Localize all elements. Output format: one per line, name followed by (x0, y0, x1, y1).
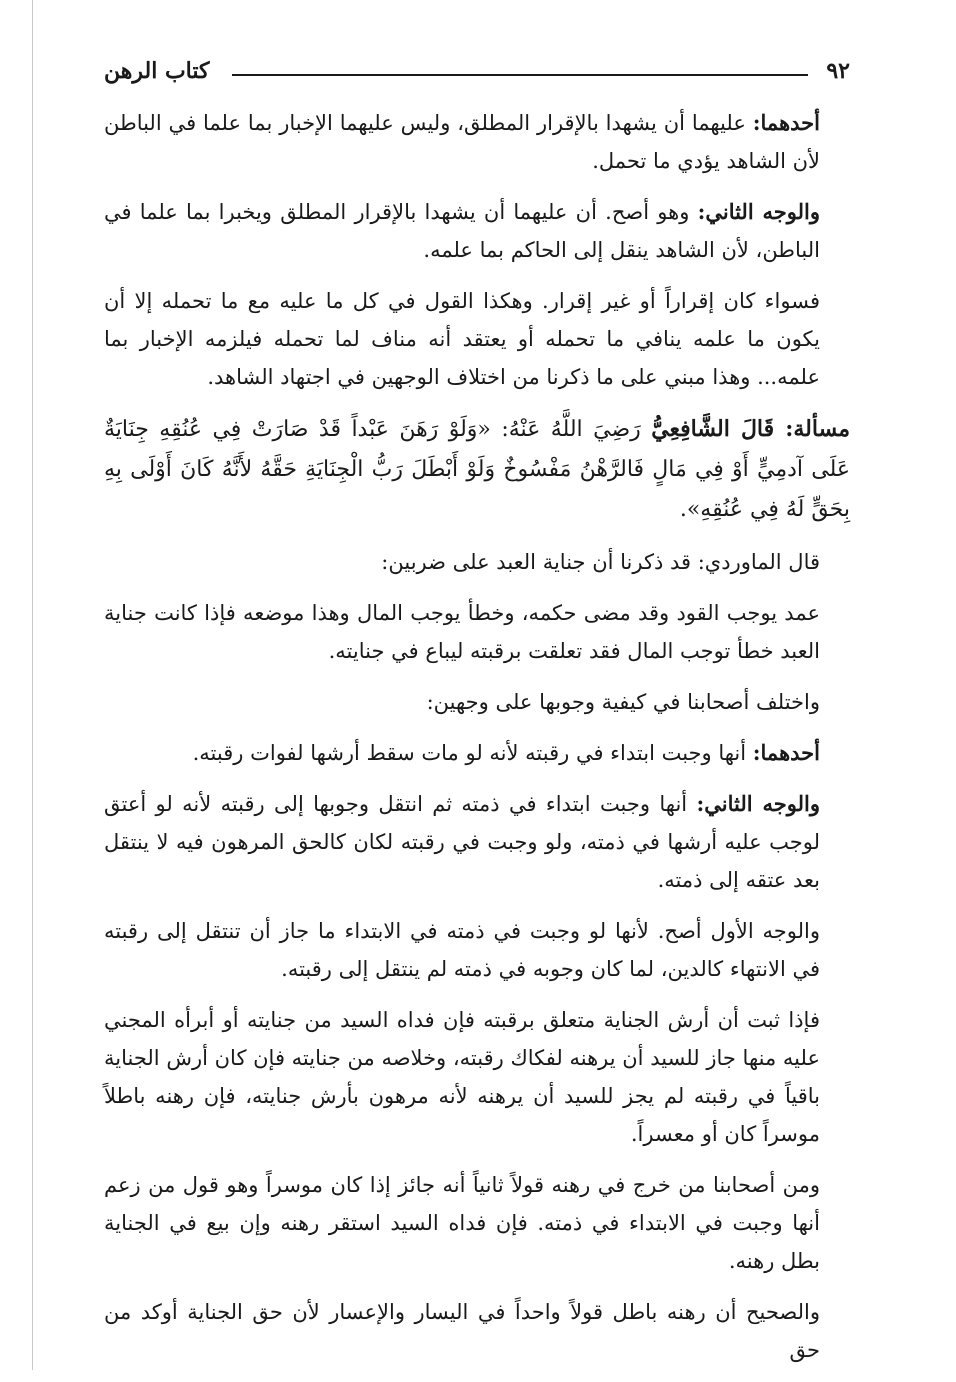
paragraph (104, 104, 850, 180)
paragraph (104, 594, 850, 670)
page-number: ٩٢ (826, 58, 850, 84)
paragraph (104, 683, 850, 721)
book-title: كتاب الرهن (104, 58, 210, 84)
paragraph (104, 282, 850, 396)
paragraph-text: عمد يوجب القود وقد مضى حكمه، وخطأ يوجب المال وهذا موضعه فإذا كانت جناية العبد خطأ توجب المال فقد تعلقت برقبته ليباع في جنايته. (104, 601, 820, 663)
paragraph-text: والوجه الأول أصح. لأنها لو وجبت في ذمته في الابتداء ما جاز أن تنتقل إلى رقبته في الانتهاء كالدين، لما كان وجوبه في ذمته لم ينتقل إلى رقبته. (104, 919, 820, 981)
paragraph-lead: مسألة: قَالَ الشَّافِعِيُّ (651, 416, 851, 442)
paragraph-masala (104, 409, 850, 530)
paragraph (104, 193, 850, 269)
paragraph (104, 543, 850, 581)
header-rule (232, 74, 808, 76)
paragraph-text: قال الماوردي: قد ذكرنا أن جناية العبد على ضربين: (381, 550, 820, 574)
paragraph-lead: أحدهما: (752, 110, 820, 135)
scan-edge-line (32, 0, 33, 1370)
paragraph-text: فسواء كان إقراراً أو غير إقرار. وهكذا القول في كل ما عليه مع ما تحمله إلا أن يكون ما علمه ينافي ما تحمله أو يعتقد أنه مناف لما تحمله فيلزمه الإخبار بما علمه... وهذا مبني على ما ذكرنا من اختلاف الوجهين في اجتهاد الشاهد. (104, 289, 820, 389)
paragraph-text: وهو أصح. أن عليهما أن يشهدا بالإقرار المطلق ويخبرا بما علما في الباطن، لأن الشاهد ينقل إلى الحاكم بما علمه. (104, 200, 820, 262)
paragraph (104, 912, 850, 988)
paragraph (104, 1293, 850, 1369)
paragraph-text: والصحيح أن رهنه باطل قولاً واحداً في اليسار والإعسار لأن حق الجناية أوكد من حق (104, 1300, 820, 1362)
paragraph-text: عليهما أن يشهدا بالإقرار المطلق، وليس عليهما الإخبار بما علما في الباطن لأن الشاهد يؤدي ما تحمل. (104, 111, 820, 173)
paragraph (104, 1001, 850, 1153)
paragraph-text: فإذا ثبت أن أرش الجناية متعلق برقبته فإن فداه السيد من جنايته أو أبرأه المجني عليه منها جاز للسيد أن يرهنه لفكاك رقبته، وخلاصه من جنايته فإن كان أرش الجناية باقياً في رقبته لم يجز للسيد أن يرهنه لأنه مرهون بأرش جنايته، فإن رهنه باطلاً موسراً كان أو معسراً. (104, 1008, 820, 1146)
paragraph-lead: أحدهما: (752, 740, 820, 765)
paragraph (104, 1166, 850, 1280)
paragraph (104, 734, 850, 772)
paragraph-text: ومن أصحابنا من خرج في رهنه قولاً ثانياً أنه جائز إذا كان موسراً وهو قول من زعم أنها وجبت في الابتداء في ذمته. فإن فداه السيد استقر رهنه وإن بيع في الجناية بطل رهنه. (104, 1173, 820, 1273)
paragraph-lead: والوجه الثاني: (697, 199, 820, 224)
paragraph (104, 785, 850, 899)
scan-bottom-line (32, 1330, 33, 1370)
paragraph-text: أنها وجبت ابتداء في رقبته لأنه لو مات سقط أرشها لفوات رقبته. (192, 741, 753, 765)
page-body (104, 104, 850, 1382)
paragraph-lead: والوجه الثاني: (696, 791, 820, 816)
paragraph-text: واختلف أصحابنا في كيفية وجوبها على وجهين: (426, 690, 820, 714)
page-header (104, 58, 850, 88)
paragraph-text: أنها وجبت ابتداء في ذمته ثم انتقل وجوبها إلى رقبته لأنه لو أعتق لوجب عليه أرشها في ذمته، ولو وجبت في رقبته لكان كالحق المرهون فيه لا ينتقل بعد عتقه إلى ذمته. (104, 792, 820, 892)
paragraph-text: رَضِيَ اللَّهُ عَنْهُ: «وَلَوْ رَهَنَ عَبْداً قَدْ صَارَتْ فِي عُنُقِهِ جِنَايَةٌ عَلَى آدمِيٍّ أَوْ فِي مَالٍ فَالرَّهْنُ مَفْسُوخٌ وَلَوْ أَبْطَلَ رَبُّ الْجِنَايَةِ حَقَّهُ لأَنَّهُ كَانَ أَوْلَى بِهِ بِحَقٍّ لَهُ فِي عُنُقِهِ». (104, 417, 850, 522)
